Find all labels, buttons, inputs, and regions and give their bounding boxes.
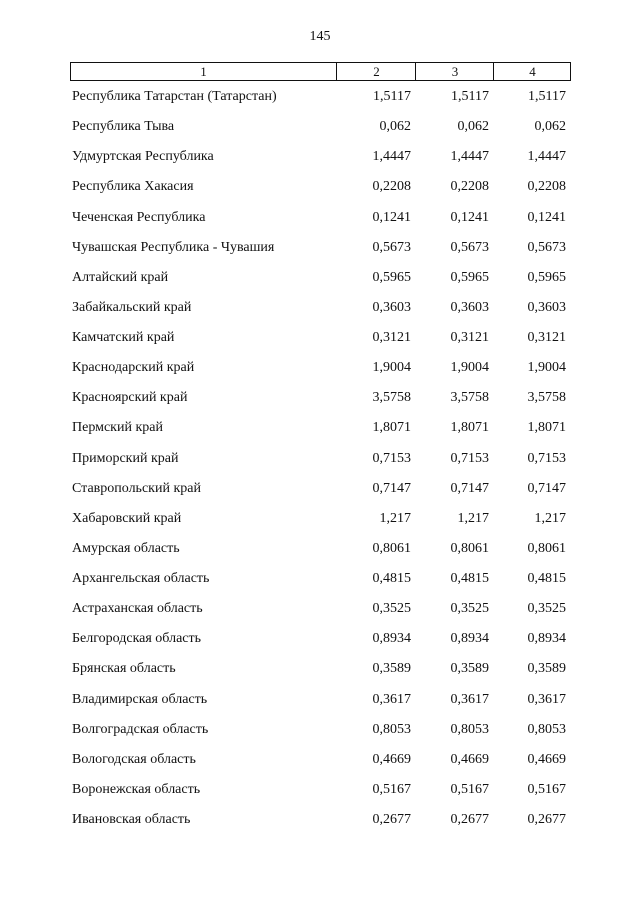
table-row [0,237,640,259]
value-column-4: 0,5965 [527,269,566,285]
value-column-2: 0,5965 [372,269,411,285]
region-name: Забайкальский край [72,299,192,315]
value-column-4: 0,4669 [527,751,566,767]
table-row [0,719,640,741]
value-column-2: 3,5758 [372,390,411,406]
region-name: Ставропольский край [72,480,201,496]
region-name: Владимирская область [72,691,208,707]
region-name: Воронежская область [72,781,201,797]
region-name: Алтайский край [72,269,169,285]
value-column-2: 0,062 [379,119,411,135]
table-row [0,598,640,620]
value-column-4: 1,9004 [527,360,566,376]
value-column-2: 1,4447 [372,149,411,165]
table-row [0,146,640,168]
table-row [0,267,640,289]
value-column-3: 0,2677 [450,812,489,827]
header-column-4: 4 [493,63,571,80]
value-column-3: 0,7153 [450,450,489,466]
region-name: Республика Татарстан (Татарстан) [72,89,277,104]
value-column-4: 0,2677 [527,812,566,827]
value-column-3: 0,3617 [450,691,489,707]
header-column-1: 1 [200,64,207,79]
value-column-4: 0,8934 [527,631,566,647]
value-column-2: 0,4815 [372,571,411,586]
table-row [0,749,640,771]
table-row [0,297,640,319]
region-name: Пермский край [72,420,163,436]
value-column-2: 0,3121 [372,330,411,345]
table-row [0,417,640,439]
value-column-3: 0,3589 [450,661,489,677]
table-row [0,176,640,198]
value-column-2: 0,8061 [372,540,411,556]
value-column-3: 0,5965 [450,269,489,285]
table-row [0,508,640,530]
value-column-3: 0,062 [457,119,489,135]
value-column-4: 0,1241 [527,209,566,225]
header-column-2: 2 [336,63,416,80]
value-column-4: 0,4815 [527,571,566,586]
table-row [0,448,640,470]
value-column-3: 1,5117 [451,89,489,104]
table-row [0,387,640,409]
value-column-4: 0,8061 [527,540,566,556]
table-row [0,327,640,349]
value-column-4: 0,3121 [527,330,566,345]
region-name: Астраханская область [72,601,203,617]
region-name: Камчатский край [72,330,175,345]
table-row [0,86,640,108]
value-column-4: 0,5167 [527,781,566,797]
table-row [0,628,640,650]
value-column-2: 0,3603 [372,299,411,315]
table-row [0,809,640,831]
region-name: Республика Тыва [72,119,175,135]
value-column-3: 0,5673 [450,239,489,255]
region-name: Архангельская область [72,571,210,586]
page-number: 145 [309,29,331,44]
value-column-3: 0,7147 [450,480,489,496]
value-column-4: 0,7147 [527,480,566,496]
region-name: Брянская область [72,661,176,677]
value-column-2: 0,4669 [372,751,411,767]
value-column-2: 1,8071 [372,420,411,436]
value-column-3: 0,3603 [450,299,489,315]
value-column-4: 1,8071 [527,420,566,436]
value-column-4: 0,3617 [527,691,566,707]
value-column-2: 0,2208 [372,179,411,195]
value-column-4: 0,3589 [527,661,566,677]
table-row [0,478,640,500]
value-column-3: 3,5758 [450,390,489,406]
value-column-2: 0,7153 [372,450,411,466]
table-row [0,116,640,138]
value-column-2: 1,9004 [372,360,411,376]
region-name: Амурская область [72,540,180,556]
table-row [0,689,640,711]
table-row [0,357,640,379]
region-name: Хабаровский край [72,510,182,526]
value-column-4: 0,3525 [527,601,566,617]
value-column-4: 1,217 [534,510,566,526]
value-column-2: 0,3617 [372,691,411,707]
table-row [0,658,640,680]
value-column-2: 1,217 [379,510,411,526]
value-column-3: 0,5167 [450,781,489,797]
table-row [0,568,640,590]
region-name: Приморский край [72,450,179,466]
value-column-3: 0,3525 [450,601,489,617]
value-column-3: 0,1241 [450,209,489,225]
region-name: Краснодарский край [72,360,195,376]
region-name: Волгоградская область [72,721,209,737]
value-column-2: 0,2677 [372,812,411,827]
table-row [0,779,640,801]
value-column-3: 0,3121 [450,330,489,345]
value-column-2: 0,8053 [372,721,411,737]
value-column-3: 0,2208 [450,179,489,195]
region-name: Красноярский край [72,390,188,406]
value-column-3: 1,9004 [450,360,489,376]
value-column-3: 1,4447 [450,149,489,165]
region-name: Республика Хакасия [72,179,194,195]
region-name: Удмуртская Республика [72,149,214,165]
value-column-4: 1,5117 [528,89,566,104]
region-name: Белгородская область [72,631,202,647]
value-column-3: 0,8053 [450,721,489,737]
value-column-2: 0,5167 [372,781,411,797]
table-row [0,538,640,560]
value-column-4: 3,5758 [527,390,566,406]
value-column-2: 1,5117 [373,89,411,104]
value-column-2: 0,7147 [372,480,411,496]
value-column-3: 0,8061 [450,540,489,556]
value-column-4: 1,4447 [527,149,566,165]
value-column-4: 0,2208 [527,179,566,195]
value-column-4: 0,8053 [527,721,566,737]
value-column-3: 0,4815 [450,571,489,586]
value-column-2: 0,8934 [372,631,411,647]
value-column-4: 0,062 [534,119,566,135]
header-column-3: 3 [415,63,494,80]
region-name: Вологодская область [72,751,196,767]
value-column-3: 0,8934 [450,631,489,647]
value-column-2: 0,5673 [372,239,411,255]
table-row [0,207,640,229]
value-column-4: 0,3603 [527,299,566,315]
region-name: Чувашская Республика - Чувашия [72,239,275,255]
value-column-2: 0,1241 [372,209,411,225]
value-column-4: 0,5673 [527,239,566,255]
value-column-4: 0,7153 [527,450,566,466]
value-column-3: 0,4669 [450,751,489,767]
value-column-3: 1,217 [457,510,489,526]
region-name: Чеченская Республика [72,209,206,225]
value-column-3: 1,8071 [450,420,489,436]
region-name: Ивановская область [72,812,191,827]
value-column-2: 0,3525 [372,601,411,617]
value-column-2: 0,3589 [372,661,411,677]
